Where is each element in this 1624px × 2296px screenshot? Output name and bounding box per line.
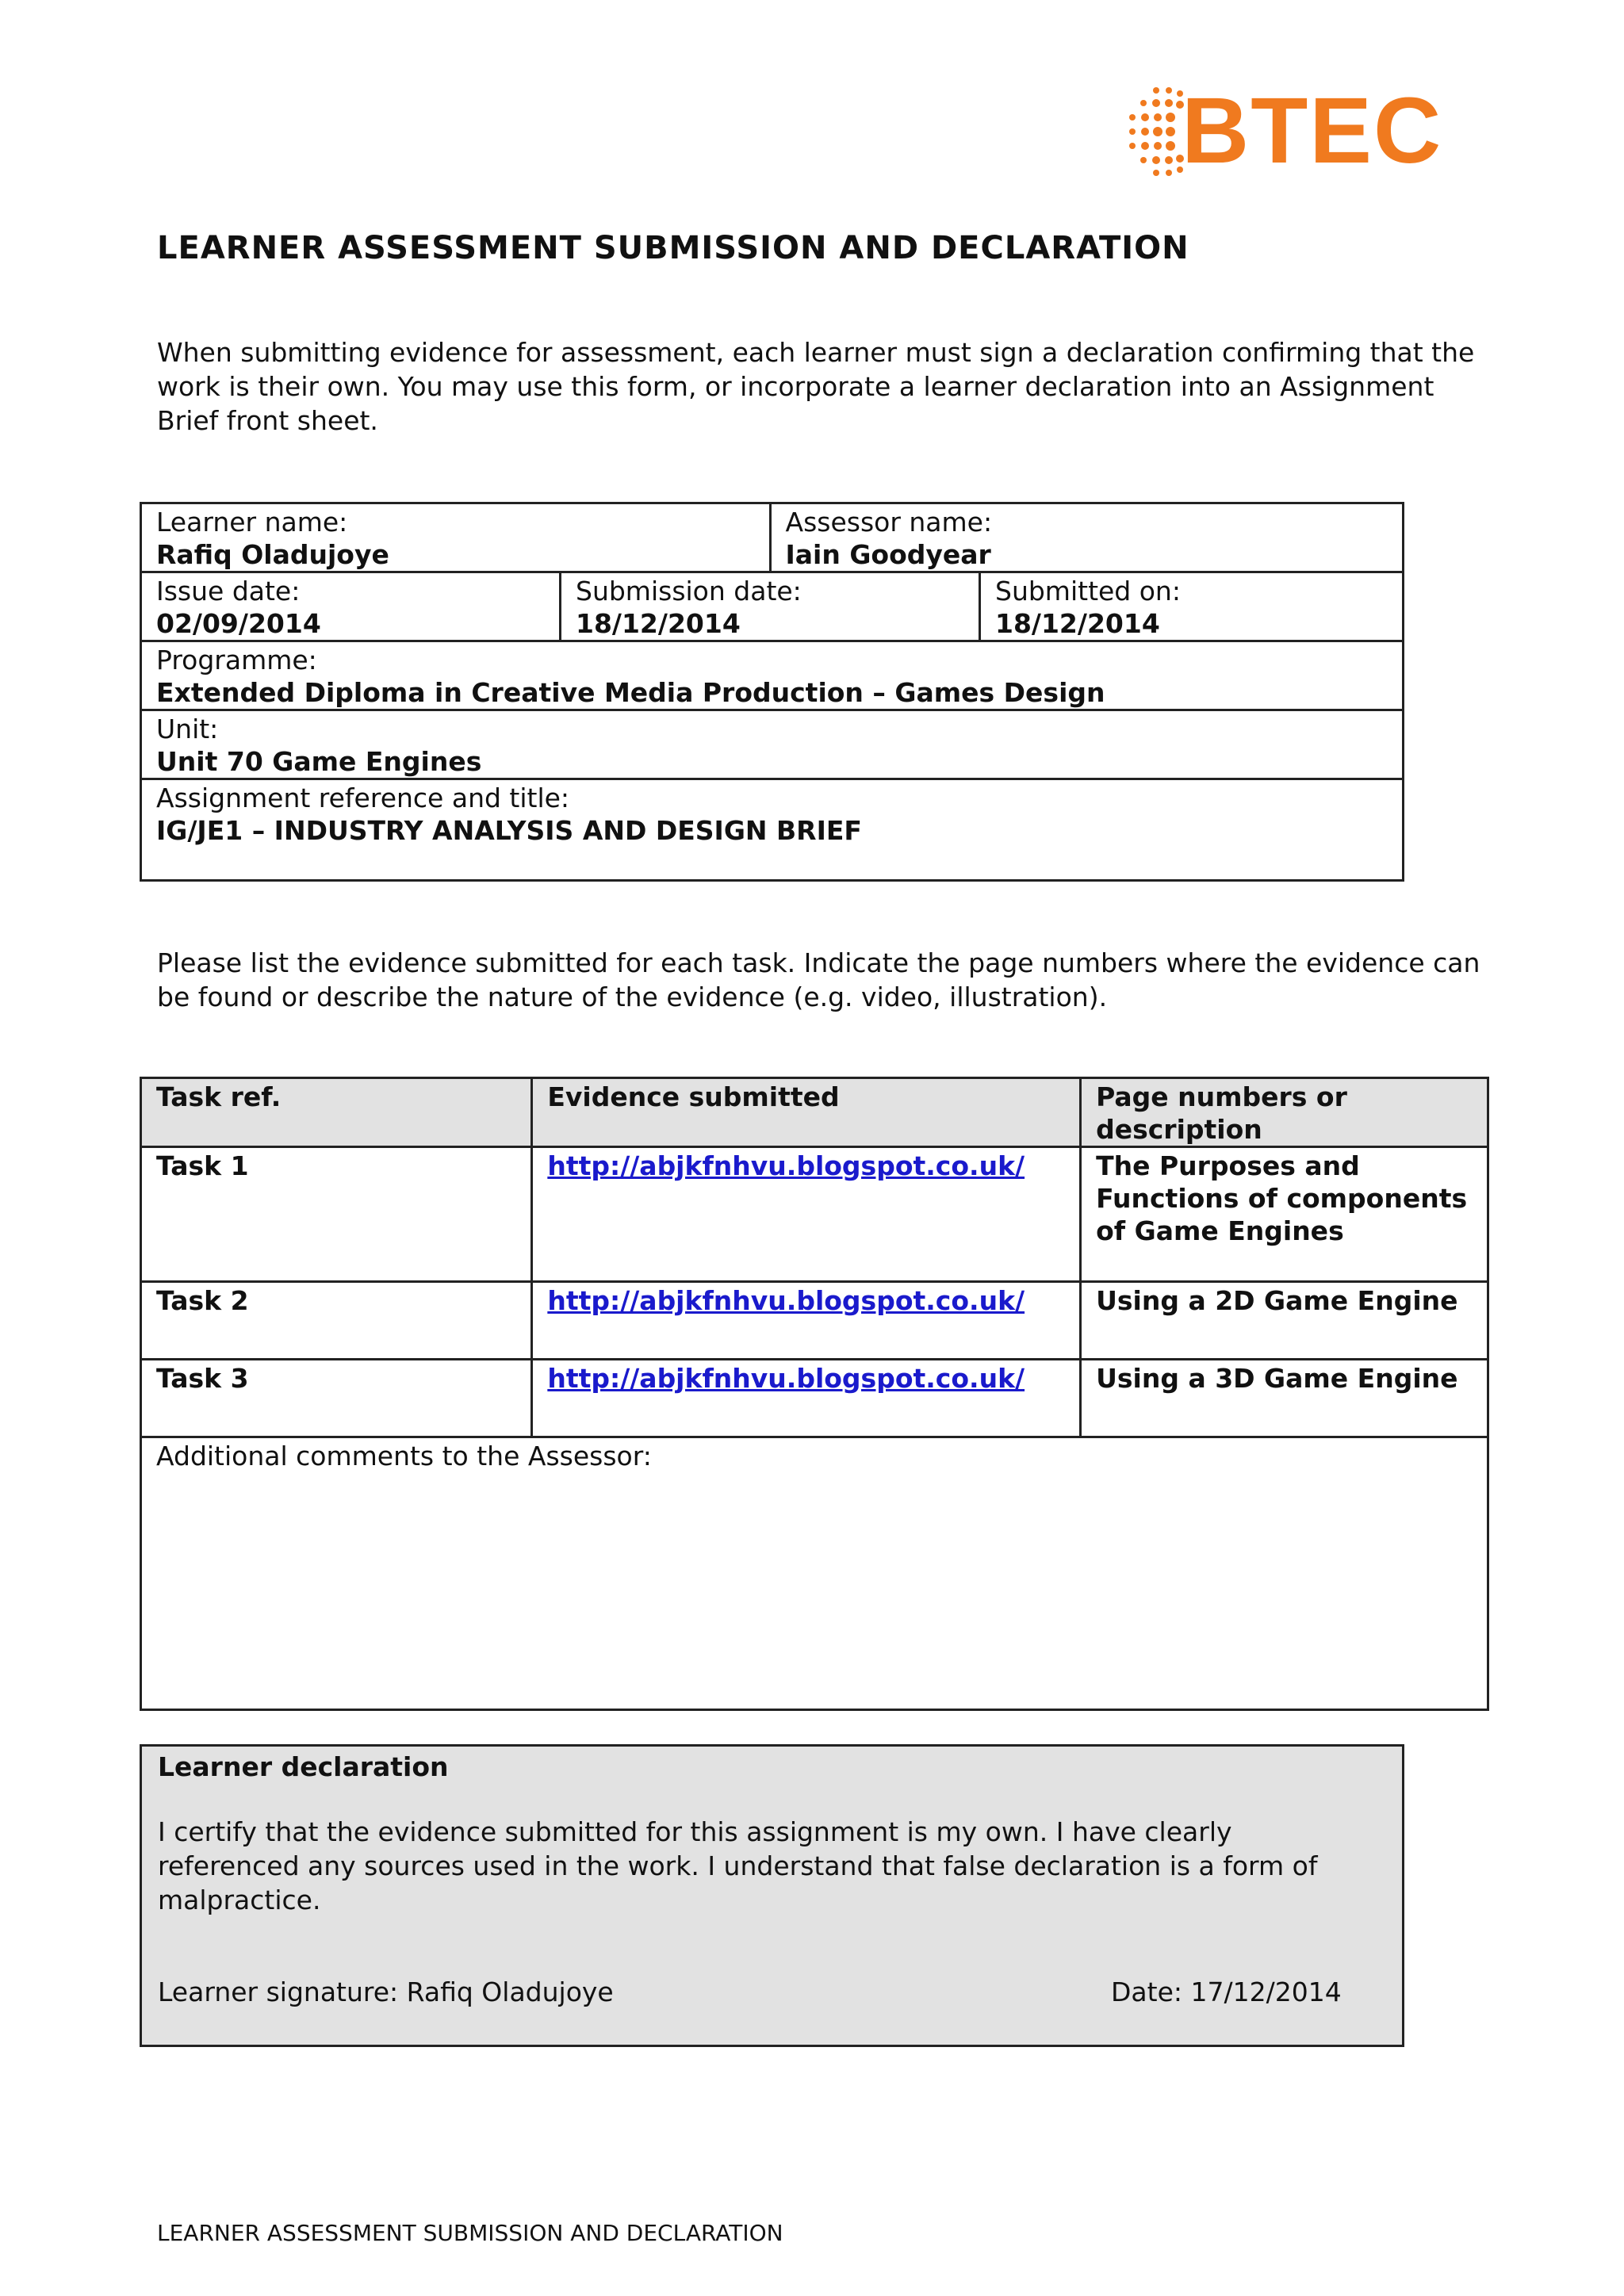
task-ref-cell: Task 2	[141, 1282, 532, 1360]
task-ref-cell: Task 1	[141, 1147, 532, 1282]
assignment-label: Assignment reference and title:	[156, 783, 570, 813]
evidence-cell	[532, 1282, 1081, 1360]
header-task-ref: Task ref.	[141, 1078, 532, 1147]
assessor-name-label: Assessor name:	[785, 507, 993, 538]
evidence-link[interactable]: http://abjkfnhvu.blogspot.co.uk/	[547, 1150, 1025, 1181]
header-page-numbers: Page numbers or description	[1081, 1078, 1488, 1147]
table-header-row	[141, 1078, 1488, 1147]
declaration-text: I certify that the evidence submitted for this assignment is my own. I have clearly referenced any sources used in the work. I understand that false declaration is a form of malpractice.	[158, 1816, 1318, 1915]
submission-date-value: 18/12/2014	[576, 608, 741, 639]
description-cell: Using a 3D Game Engine	[1081, 1360, 1488, 1437]
issue-date-label: Issue date:	[156, 576, 301, 607]
logo-text: BTEC	[1182, 78, 1443, 183]
assignment-value: IG/JE1 – INDUSTRY ANALYSIS AND DESIGN BRIEF	[156, 815, 862, 846]
additional-comments-cell[interactable]	[141, 1437, 1488, 1710]
table-row	[141, 1282, 1488, 1360]
description-cell: The Purposes and Functions of components of Game Engines	[1081, 1147, 1488, 1282]
declaration-date: Date: 17/12/2014	[1111, 1976, 1342, 2007]
evidence-link[interactable]: http://abjkfnhvu.blogspot.co.uk/	[547, 1363, 1025, 1394]
submitted-on-cell	[980, 572, 1404, 641]
evidence-link[interactable]: http://abjkfnhvu.blogspot.co.uk/	[547, 1285, 1025, 1316]
evidence-table	[140, 1077, 1489, 1711]
assignment-details-table	[140, 502, 1404, 882]
task-ref-cell: Task 3	[141, 1360, 532, 1437]
submission-date-label: Submission date:	[576, 576, 802, 607]
issue-date-value: 02/09/2014	[156, 608, 321, 639]
learner-name-cell	[141, 503, 771, 572]
page-title: LEARNER ASSESSMENT SUBMISSION AND DECLARATION	[157, 230, 1189, 266]
evidence-instructions: Please list the evidence submitted for each task. Indicate the page numbers where the evidence can be found or describe the nature of the evidence (e.g. video, illustration).	[157, 947, 1480, 1012]
intro-paragraph: When submitting evidence for assessment, each learner must sign a declaration confirming that the work is their own. You may use this form, or incorporate a learner declaration into an Assignment Brief front sheet.	[157, 337, 1475, 436]
evidence-cell	[532, 1147, 1081, 1282]
page-footer: LEARNER ASSESSMENT SUBMISSION AND DECLARATION	[157, 2220, 783, 2246]
programme-value: Extended Diploma in Creative Media Production – Games Design	[156, 677, 1105, 708]
comments-row	[141, 1437, 1488, 1710]
table-row	[141, 1147, 1488, 1282]
submission-date-cell	[561, 572, 980, 641]
submitted-on-label: Submitted on:	[995, 576, 1181, 607]
learner-name-value: Rafiq Oladujoye	[156, 539, 389, 570]
issue-date-cell	[141, 572, 561, 641]
assessor-name-cell	[770, 503, 1404, 572]
logo-dots-icon	[1124, 79, 1188, 182]
btec-logo	[1124, 78, 1443, 183]
additional-comments-label: Additional comments to the Assessor:	[156, 1441, 652, 1471]
evidence-cell	[532, 1360, 1081, 1437]
learner-signature: Learner signature: Rafiq Oladujoye	[158, 1976, 614, 2007]
header-evidence-submitted: Evidence submitted	[532, 1078, 1081, 1147]
description-cell: Using a 2D Game Engine	[1081, 1282, 1488, 1360]
assessor-name-value: Iain Goodyear	[785, 539, 991, 570]
declaration-heading: Learner declaration	[158, 1751, 449, 1782]
submitted-on-value: 18/12/2014	[995, 608, 1160, 639]
learner-name-label: Learner name:	[156, 507, 348, 538]
unit-value: Unit 70 Game Engines	[156, 746, 482, 777]
programme-label: Programme:	[156, 645, 317, 675]
programme-cell	[141, 641, 1404, 710]
table-row	[141, 1360, 1488, 1437]
assignment-cell	[141, 779, 1404, 881]
learner-declaration-box	[140, 1744, 1404, 2047]
unit-label: Unit:	[156, 714, 219, 744]
unit-cell	[141, 710, 1404, 779]
